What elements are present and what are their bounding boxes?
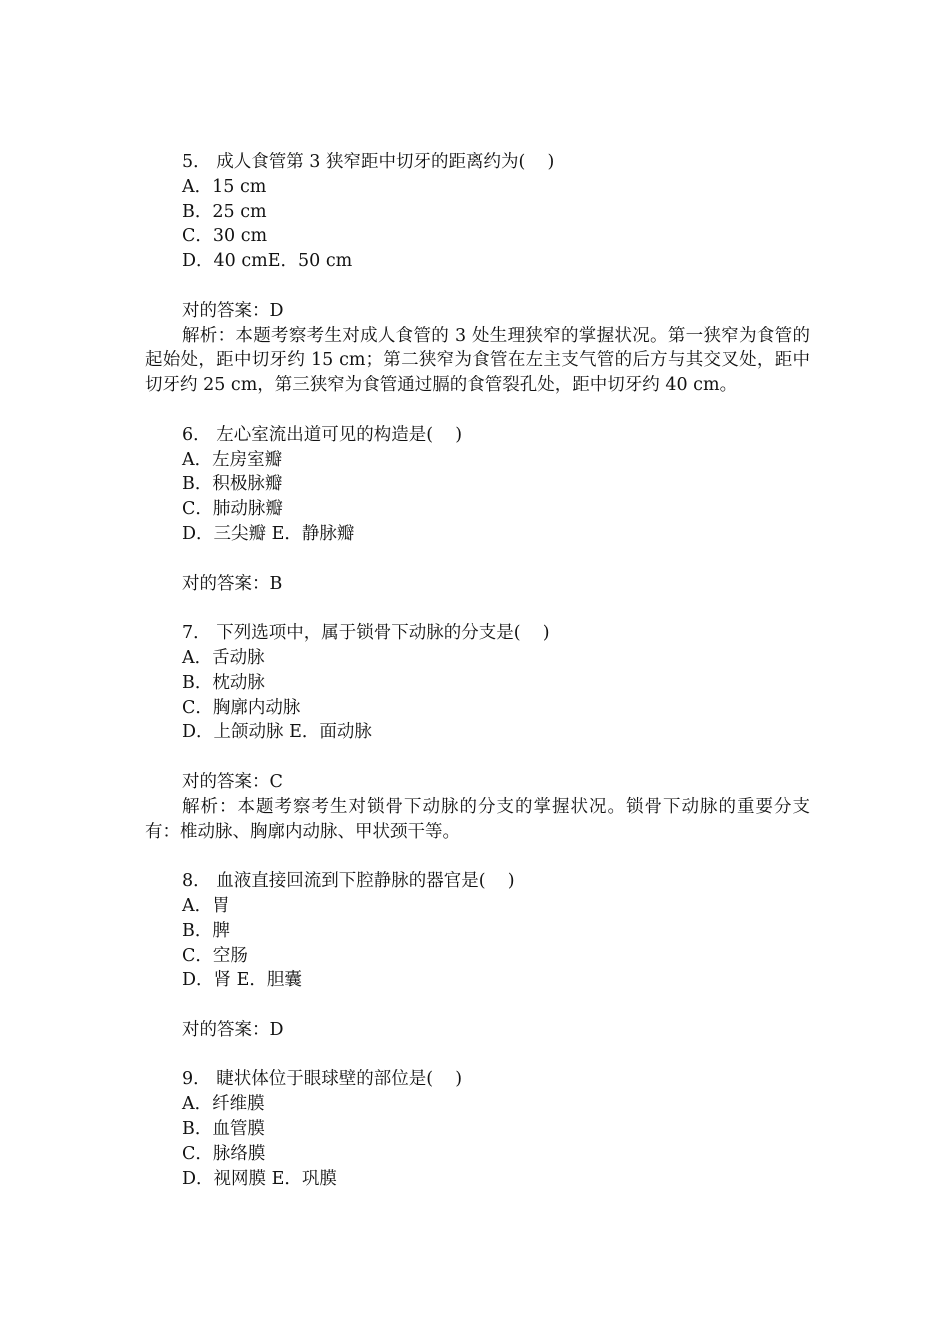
correct-answer: 对的答案：D — [182, 1019, 284, 1040]
question-5 — [145, 150, 810, 398]
option-d-e: D．肾 E．胆囊 — [182, 970, 302, 991]
option-b: B．25 cm — [182, 201, 267, 222]
option-c: C．肺动脉瓣 — [182, 499, 283, 520]
question-9 — [145, 1067, 810, 1191]
question-stem: 7． 下列选项中，属于锁骨下动脉的分支是( ) — [182, 623, 550, 644]
option-d-e: D．三尖瓣 E．静脉瓣 — [182, 523, 355, 544]
option-d-e: D．上颌动脉 E．面动脉 — [182, 722, 372, 743]
option-b: B．血管膜 — [182, 1119, 265, 1140]
document-content — [145, 150, 810, 1191]
option-a: A．15 cm — [182, 176, 267, 197]
option-a: A．纤维膜 — [182, 1094, 265, 1115]
question-stem: 8． 血液直接回流到下腔静脉的器官是( ) — [182, 871, 515, 892]
question-stem: 6． 左心室流出道可见的构造是( ) — [182, 424, 463, 445]
correct-answer: 对的答案：C — [182, 771, 283, 792]
answer-analysis: 解析：本题考察考生对成人食管的 3 处生理狭窄的掌握状况。第一狭窄为食管的起始处，距中切牙约 15 cm；第二狭窄为食管在左主支气管的后方与其交叉处，距中切牙约 25 cm，第三狭窄为食管通过膈的食管裂孔处，距中切牙约 40 cm。 — [145, 325, 810, 396]
option-d-e: D．40 cmE．50 cm — [182, 251, 353, 272]
option-d-e: D．视网膜 E．巩膜 — [182, 1168, 337, 1189]
answer-analysis: 解析：本题考察考生对锁骨下动脉的分支的掌握状况。锁骨下动脉的重要分支有：椎动脉、胸廓内动脉、甲状颈干等。 — [145, 796, 810, 842]
option-c: C．胸廓内动脉 — [182, 697, 301, 718]
option-c: C．空肠 — [182, 945, 248, 966]
option-b: B．枕动脉 — [182, 672, 265, 693]
question-7 — [145, 621, 810, 844]
question-stem: 5． 成人食管第 3 狭窄距中切牙的距离约为( ) — [182, 152, 555, 172]
question-stem: 9． 睫状体位于眼球壁的部位是( ) — [182, 1069, 463, 1090]
correct-answer: 对的答案：B — [182, 573, 283, 594]
option-b: B．积极脉瓣 — [182, 474, 283, 495]
option-c: C．脉络膜 — [182, 1143, 266, 1164]
question-8 — [145, 869, 810, 1043]
option-a: A．舌动脉 — [182, 647, 265, 668]
option-a: A．左房室瓣 — [182, 449, 283, 470]
question-6 — [145, 423, 810, 597]
option-a: A．胃 — [182, 895, 230, 916]
option-c: C．30 cm — [182, 226, 268, 247]
correct-answer: 对的答案：D — [182, 300, 284, 321]
option-b: B．脾 — [182, 920, 230, 941]
